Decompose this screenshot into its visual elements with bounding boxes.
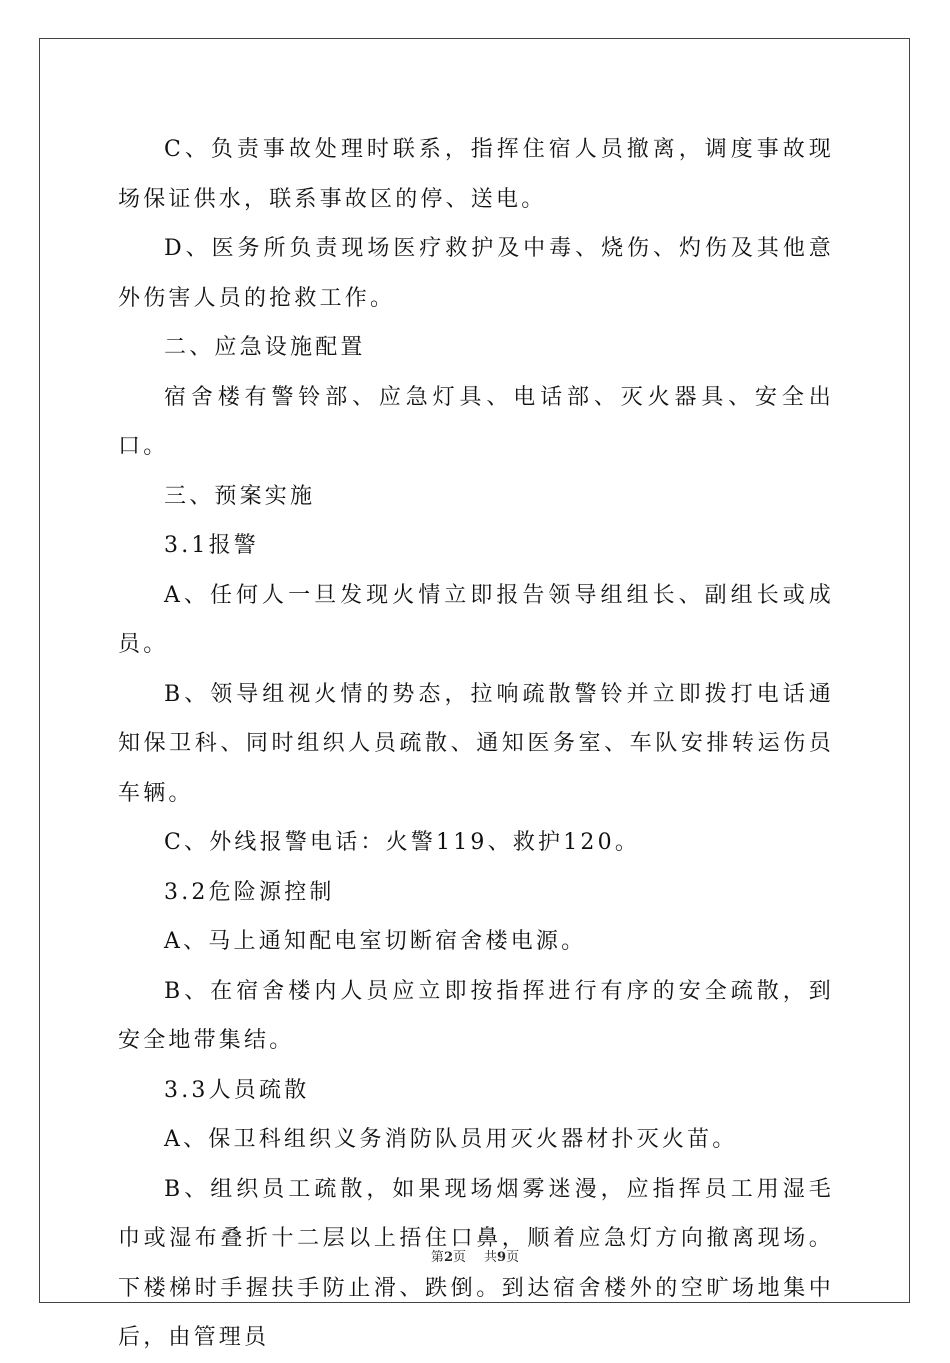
paragraph-d-medical: D、医务所负责现场医疗救护及中毒、烧伤、灼伤及其他意外伤害人员的抢救工作。 [118,236,834,311]
paragraph-alarm-a: A、任何人一旦发现火情立即报告领导组组长、副组长或成员。 [118,582,834,657]
total-unit: 页 [506,1250,520,1265]
paragraph-alarm-b: B、领导组视火情的势态，拉响疏散警铃并立即拨打电话通知保卫科、同时组织人员疏散、通知医务室、车队安排转运伤员车辆。 [118,681,834,806]
heading-hazard-control: 3.2危险源控制 [164,879,335,905]
paragraph-c-contact: C、负责事故处理时联系，指挥住宿人员撤离，调度事故现场保证供水，联系事故区的停、送电。 [118,137,834,212]
paragraph-hazard-a: A、马上通知配电室切断宿舍楼电源。 [164,929,587,954]
page-unit: 页 [452,1250,466,1265]
total-page-number: 9 [497,1250,507,1265]
paragraph-evacuation-a: A、保卫科组织义务消防队员用灭火器材扑灭火苗。 [164,1127,738,1152]
page-footer [0,1246,950,1265]
paragraph-hazard-b: B、在宿舍楼内人员应立即按指挥进行有序的安全疏散，到安全地带集结。 [118,978,834,1053]
heading-alarm: 3.1报警 [164,533,259,558]
current-page-number: 2 [443,1250,453,1265]
total-prefix: 共 [484,1250,498,1265]
document-body [118,125,834,1363]
page-prefix: 第 [430,1250,444,1265]
heading-plan-implementation: 三、预案实施 [164,483,316,509]
heading-evacuation: 3.3人员疏散 [164,1077,310,1103]
paragraph-evacuation-b: B、组织员工疏散，如果现场烟雾迷漫，应指挥员工用湿毛巾或湿布叠折十二层以上捂住口鼻，顺着应急灯方向撤离现场。下楼梯时手握扶手防止滑、跌倒。到达宿舍楼外的空旷场地集中后，由管理员 [118,1176,834,1350]
paragraph-alarm-c: C、外线报警电话：火警119、救护120。 [164,830,641,855]
heading-emergency-facilities: 二、应急设施配置 [164,335,366,360]
paragraph-facilities-list: 宿舍楼有警铃部、应急灯具、电话部、灭火器具、安全出口。 [118,384,834,459]
